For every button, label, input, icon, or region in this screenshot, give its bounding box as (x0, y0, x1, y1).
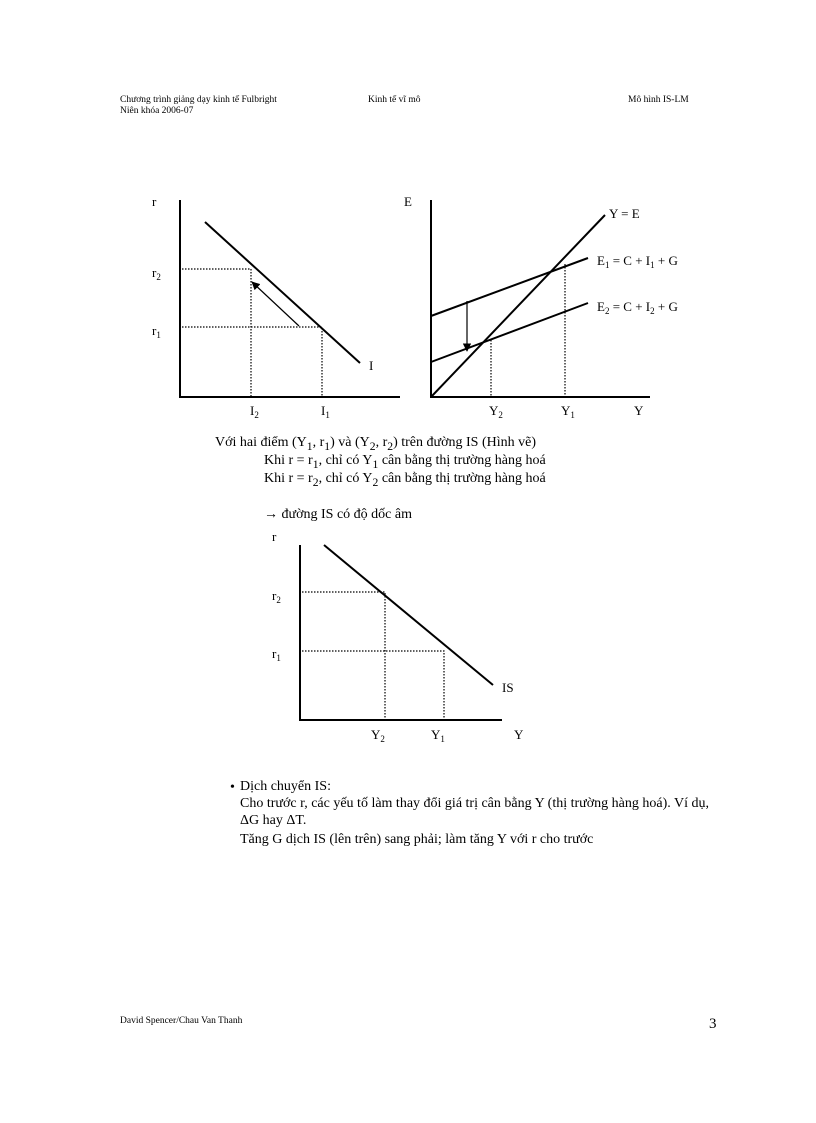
cross-x-axis-label: Y (634, 403, 644, 418)
header-program-name: Chương trình giảng dạy kinh tế Fulbright (120, 95, 277, 105)
label-y-equals-e: Y = E (609, 206, 640, 221)
r1-y1-guide (302, 651, 444, 719)
line-e2 (431, 303, 588, 362)
is-curve-panel (272, 529, 524, 744)
condition-r2-line: Khi $r = r_2$, chỉ có $Y_2$ cân bằng thị trường hàng hoá (264, 471, 546, 489)
header-academic-year: Niên khóa 2006-07 (120, 106, 194, 116)
is-axes (300, 545, 502, 720)
conclusion-line: → đường IS có độ dốc âm (264, 507, 412, 522)
arrow-right-icon: → (264, 507, 278, 522)
condition-r1-line: Khi $r = r_1$, chỉ có $Y_1$ cân bằng thị trường hàng hoá (264, 453, 546, 471)
is-x-axis-label: Y (514, 727, 524, 742)
label-e2: $E_2 = C + I_2 + G$ (597, 299, 678, 316)
is-tick-y2: $Y_2$ (371, 727, 385, 744)
header-chapter: Mô hình IS-LM (628, 95, 689, 105)
r2-y2-guide (302, 592, 385, 719)
bullet-title: Dịch chuyển IS: (240, 779, 331, 794)
is-tick-r2: $r_2$ (272, 588, 281, 605)
is-curve-label: IS (502, 680, 514, 695)
investment-shift-arrow (252, 282, 299, 326)
bullet-line-2: Tăng G dịch IS (lên trên) sang phải; làm tăng Y với r cho trước (240, 832, 594, 847)
tick-y2: $Y_2$ (489, 403, 503, 420)
is-tick-y1: $Y_1$ (431, 727, 445, 744)
investment-curve (205, 222, 360, 363)
tick-r1: $r_1$ (152, 323, 161, 340)
footer-authors: David Spencer/Chau Van Thanh (120, 1016, 243, 1026)
is-y-axis-label: r (272, 529, 277, 544)
investment-y-axis-label: r (152, 194, 157, 209)
bullet-line-1: Cho trước r, các yếu tố làm thay đổi giá trị cân bằng Y (thị trường hàng hoá). Ví dụ, ΔG hay ΔT. (240, 796, 710, 828)
tick-i2: $I_2$ (250, 403, 259, 420)
tick-r2: $r_2$ (152, 265, 161, 282)
r1-i1-guide (182, 327, 322, 396)
page-number: 3 (709, 1016, 717, 1032)
investment-curve-label: I (369, 358, 374, 373)
cross-y-axis-label: E (404, 194, 412, 209)
is-tick-r1: $r_1$ (272, 646, 281, 663)
investment-panel (152, 194, 400, 420)
tick-i1: $I_1$ (321, 403, 330, 420)
label-e1: $E_1 = C + I_1 + G$ (597, 253, 678, 270)
two-points-line: Với hai điểm ($Y_1$, $r_1$) và ($Y_2$, $r_2$) trên đường IS (Hình vẽ) (215, 435, 536, 453)
header-subject: Kinh tế vĩ mô (368, 95, 421, 105)
is-curve (324, 545, 493, 685)
bullet-icon: • (230, 780, 235, 795)
keynesian-cross-panel (404, 194, 678, 420)
r2-i2-guide (182, 269, 251, 396)
tick-y1: $Y_1$ (561, 403, 575, 420)
